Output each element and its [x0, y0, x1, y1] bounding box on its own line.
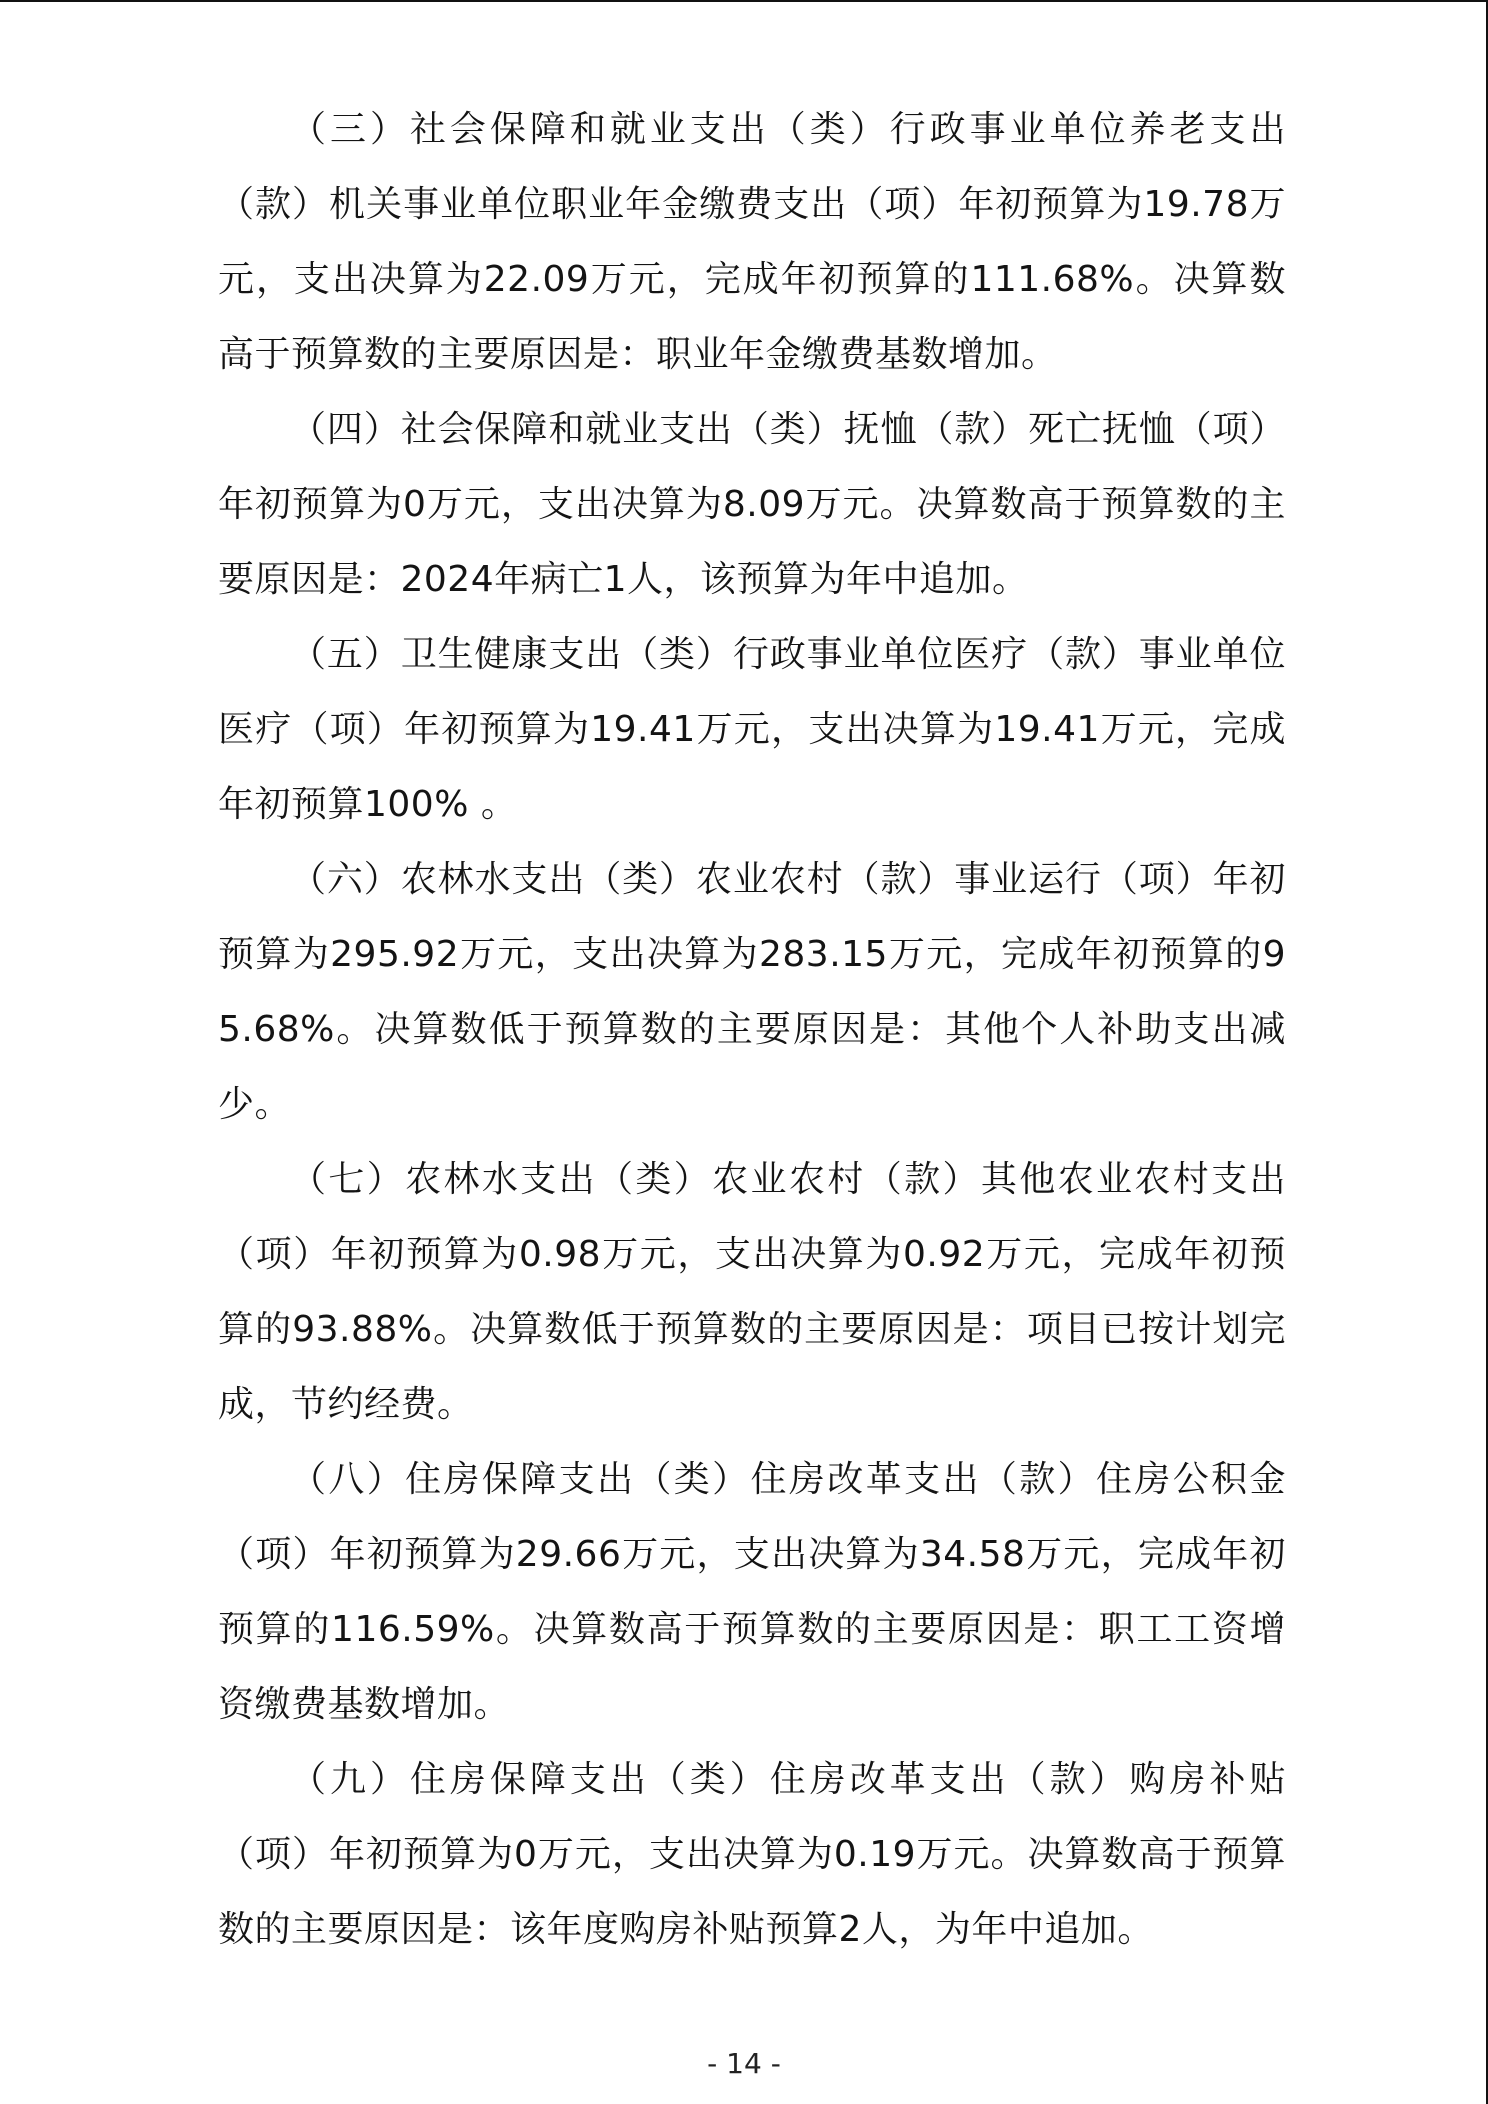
document-body	[218, 92, 1286, 1967]
paragraph-3: （三）社会保障和就业支出（类）行政事业单位养老支出（款）机关事业单位职业年金缴费支出（项）年初预算为19.78万元，支出决算为22.09万元，完成年初预算的111.68%。决算数高于预算数的主要原因是：职业年金缴费基数增加。	[218, 109, 1286, 375]
paragraph-9: （九）住房保障支出（类）住房改革支出（款）购房补贴（项）年初预算为0万元，支出决算为0.19万元。决算数高于预算数的主要原因是：该年度购房补贴预算2人，为年中追加。	[218, 1759, 1286, 1950]
top-border	[0, 0, 1488, 2]
page-number: - 14 -	[707, 2047, 781, 2080]
paragraph-6: （六）农林水支出（类）农业农村（款）事业运行（项）年初预算为295.92万元，支出决算为283.15万元，完成年初预算的95.68%。决算数低于预算数的主要原因是：其他个人补助支出减少。	[218, 859, 1286, 1125]
paragraph-8: （八）住房保障支出（类）住房改革支出（款）住房公积金（项）年初预算为29.66万元，支出决算为34.58万元，完成年初预算的116.59%。决算数高于预算数的主要原因是：职工工资增资缴费基数增加。	[218, 1459, 1286, 1725]
paragraph-5: （五）卫生健康支出（类）行政事业单位医疗（款）事业单位医疗（项）年初预算为19.41万元，支出决算为19.41万元，完成年初预算100% 。	[218, 634, 1286, 825]
paragraph-4: （四）社会保障和就业支出（类）抚恤（款）死亡抚恤（项）年初预算为0万元，支出决算为8.09万元。决算数高于预算数的主要原因是：2024年病亡1人，该预算为年中追加。	[218, 409, 1286, 600]
paragraph-7: （七）农林水支出（类）农业农村（款）其他农业农村支出（项）年初预算为0.98万元，支出决算为0.92万元，完成年初预算的93.88%。决算数低于预算数的主要原因是：项目已按计划完成，节约经费。	[218, 1159, 1286, 1425]
